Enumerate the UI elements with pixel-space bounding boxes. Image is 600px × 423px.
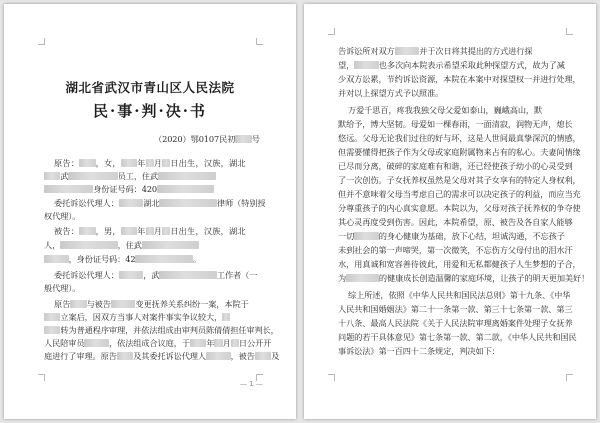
redacted-block [79,227,95,235]
redacted-block [214,339,222,347]
crop-mark [566,374,573,381]
redacted-block [395,47,420,55]
document-page-2 [304,4,596,419]
body-line: 分尊重孩子的内心真实意愿。本院以为，父母对孩子抚养权的争夺使 [338,203,581,213]
body-line: 了一次创伤。子女抚养权虽然是父母对其子女享有的特定人身权利， [338,175,581,185]
court-title: 湖北省武汉市青山区人民法院 [65,80,235,95]
redacted-block [231,339,239,347]
body-line: 事诉讼法》第一百四十二条规定，判决如下： [338,346,500,356]
body-line: 其心灵再度受到伤害。因此，本院希望，原、被告及各自家人能够 [338,217,573,227]
redacted-block [190,339,206,347]
body-line: 转为普通程序审理，并依法组成由审判员陈倩倩担任审判长， [44,325,279,335]
redacted-block [255,352,271,360]
body-line: 十八条、最高人民法院《关于人民法院审理离婚案件处理子女抚养 [338,318,573,328]
document-title: 民·事·判·决·书 [93,102,207,120]
body-line: 庭进行了审理。原告 及其委托诉讼代理人 ，被告 及 [44,351,280,361]
redacted-block [44,172,60,180]
redacted-block [146,227,154,235]
body-line: 默给予，博大坚韧。母爱如一棵春雨，一面清寂，润物无声，熄长 [338,119,573,129]
redacted-block [44,326,60,334]
body-line: 水，用真诚和宽容善待彼此，用爱和无私都健孩子人生梦想的子合， [338,259,581,269]
body-line: 原告： ，女， 年 月 日出生，汉族，湖北 [54,158,246,168]
body-line: 权代理）。 [44,211,81,221]
redacted-block [44,313,60,321]
body-line: 人民共和国婚姻法》第二十一条第一款、第三十七条第一款、第三 [338,304,573,314]
crop-mark [566,28,573,35]
redacted-block [119,199,144,207]
body-line: 万爱千思百，疼我我独父母父爱如泰山，巍峨高山，默 [348,105,543,115]
body-line: 人， ，住武 [44,240,199,250]
body-line: 般代理）。 [44,283,81,293]
redacted-block [206,352,231,360]
redacted-block [157,185,214,193]
body-line: 并对以上探望方式予以照准。 [338,88,444,98]
crop-mark [38,38,45,45]
body-line: 委托诉讼代理人： ，武 工作者（一 [54,270,258,280]
body-line: 未到社会的第一声啼哭，第一次微笑，不忘伤方父母付出的泪水汗 [338,245,573,255]
redacted-block [135,255,192,263]
body-line: 身份证号码：420 [44,184,214,194]
redacted-block [162,159,170,167]
body-line: 立案后，因双方当事人对案件事实争议较大， [44,312,230,322]
body-line: 武 员工，住武 [44,171,216,181]
body-line: 委托诉讼代理人： 湖北 律师（特别授 [54,198,266,208]
redacted-block [222,313,230,321]
redacted-block [68,172,117,180]
body-line: 少双方讼累，节约诉讼资源，本院在本案中对探望权一并进行处理， [338,74,581,84]
body-line: 悠远。父母无论我们过往的好与坏，这是人世间最真挚深沉的情感， [338,133,581,143]
body-line: 为 的健康成长创造温馨的家庭环境，让孩子的明天更加美好！ [338,273,590,283]
redacted-block [354,232,379,240]
crop-mark [38,374,45,381]
body-line: 被告： ，男， 年 月 日出生，汉族，湖北 [54,226,246,236]
body-line: 但并不意味着父母当考虑自己的需求可以决定孩子的利益，而应当充 [338,189,581,199]
body-line: 问题的若干具体意见》第七条第一款、第二款，《中华人民共和国民 [338,332,577,342]
body-line: 一切 的身心健康为基础，放下心结，坦诚沟通，不忘孩子 [338,231,565,241]
redacted-block [44,255,69,263]
body-line: 已尽而分离，破碎的家庭难有和谐，还已经使孩子幼小的心灵受到 [338,161,573,171]
crop-mark [328,28,335,35]
redacted-block [111,300,136,308]
body-line: ，身份证号码：42 。 [44,254,201,264]
redacted-block [121,227,137,235]
body-line: 告诉讼所对双方 并于次日将其提出的方式进行探 [338,46,533,56]
crop-mark [256,38,263,45]
redacted-block [162,227,170,235]
redacted-block [117,352,133,360]
crop-mark [328,374,335,381]
body-line: 综上所述，依照《中华人民共和国民法总则》第十九条、《中华 [348,290,571,300]
redacted-block [142,241,199,249]
redacted-block [121,159,137,167]
redacted-block [346,274,379,282]
redacted-block [44,185,93,193]
redacted-block [159,271,216,279]
body-line: 望， 也多次向本院表示希望采取此种探望方式，故为了减 [338,60,565,70]
case-number: （2020）鄂0107民初 号 [154,134,260,144]
body-line: 人民陪审员 ，依法组成合议庭，于 年 月 日公开开 [44,338,272,348]
redacted-block [235,135,251,143]
body-line: 原告 与被告 变更抚养关系纠纷一案，本院于 [54,299,249,309]
redacted-block [354,61,379,69]
redacted-block [119,271,144,279]
redacted-block [79,159,95,167]
redacted-block [60,241,117,249]
redacted-block [84,339,109,347]
document-page-1 [4,4,296,419]
redacted-block [70,300,86,308]
body-line: 但需要懂得把孩子作为父母或家庭附属物来占有的私心。夫妻间情缘 [338,147,581,157]
redacted-block [159,199,216,207]
redacted-block [146,159,154,167]
page-number: — 1 — [240,380,263,388]
redacted-block [158,172,215,180]
